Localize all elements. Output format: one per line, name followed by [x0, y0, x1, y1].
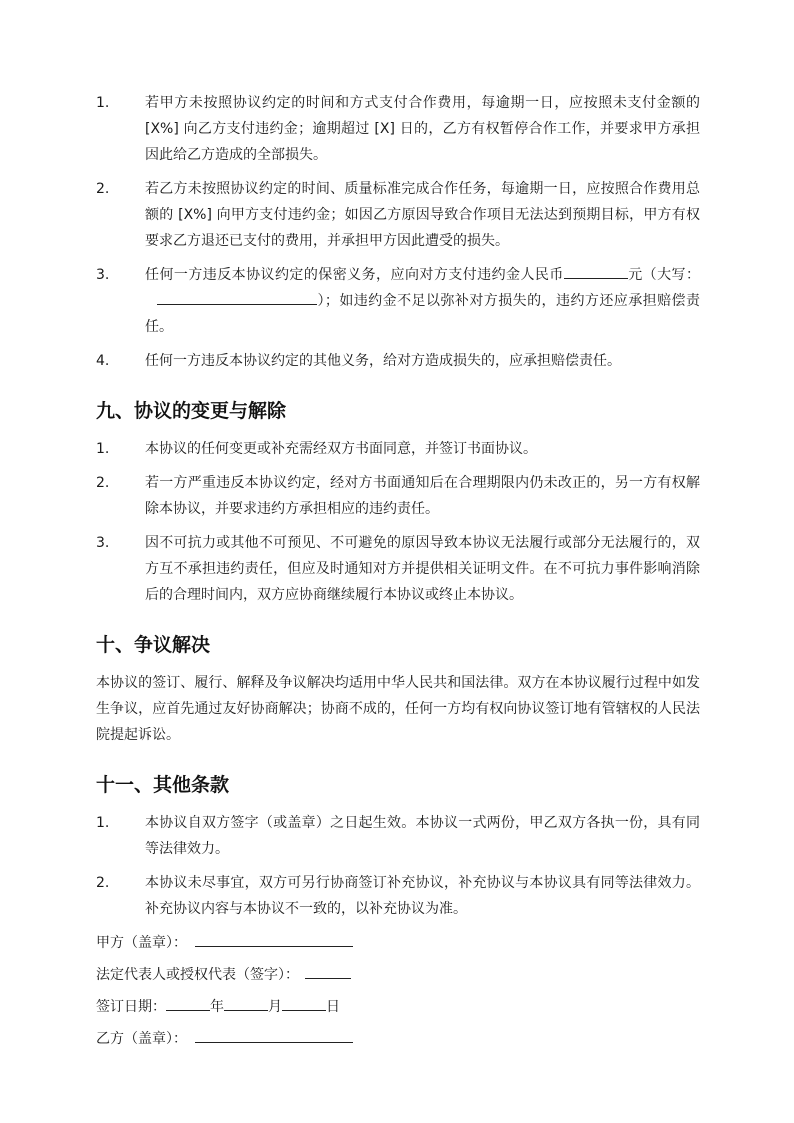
day-blank: [282, 994, 326, 1011]
item-number: 2.: [96, 475, 110, 491]
signature-block: [96, 930, 700, 1058]
month-blank: [224, 994, 268, 1011]
list-item: [96, 176, 700, 254]
item-text-part: 任何一方违反本协议约定的保密义务，应向对方支付违约金人民币: [145, 267, 564, 283]
list-item: [96, 436, 700, 462]
item-text: 若甲方未按照协议约定的时间和方式支付合作费用，每逾期一日，应按照未支付金额的 [X%] 向乙方支付违约金；逾期超过 [X] 日的，乙方有权暂停合作工作，并要求甲方承担因此给乙方造成的全部损失。: [145, 95, 700, 163]
other-terms-list: [96, 810, 700, 922]
day-label: 日: [326, 999, 340, 1015]
list-item: [96, 470, 700, 522]
party-b-label: 乙方（盖章）：: [96, 1031, 187, 1047]
year-blank: [166, 994, 210, 1011]
list-item: [96, 530, 700, 608]
item-text: 本协议自双方签字（或盖章）之日起生效。本协议一式两份，甲乙双方各执一份，具有同等法律效力。: [145, 815, 700, 857]
item-number: 1.: [96, 815, 110, 831]
item-number: 3.: [96, 267, 110, 283]
item-number: 4.: [96, 353, 110, 369]
item-text: 任何一方违反本协议约定的其他义务，给对方造成损失的，应承担赔偿责任。: [145, 353, 621, 369]
date-label: 签订日期：: [96, 999, 166, 1015]
list-item: [96, 262, 700, 340]
legal-rep-blank: [305, 962, 351, 979]
party-b-signature-row: [96, 1026, 700, 1058]
item-number: 3.: [96, 535, 110, 551]
item-text: 因不可抗力或其他不可预见、不可避免的原因导致本协议无法履行或部分无法履行的，双方互不承担违约责任，但应及时通知对方并提供相关证明文件。在不可抗力事件影响消除后的合理时间内，双方应协商继续履行本协议或终止本协议。: [145, 535, 700, 603]
document-page: [96, 90, 700, 1058]
party-a-blank: [195, 930, 353, 947]
amendment-clause-list: [96, 436, 700, 608]
party-a-label: 甲方（盖章）：: [96, 935, 187, 951]
list-item: [96, 348, 700, 374]
list-item: [96, 810, 700, 862]
item-text-part: 元（大写：: [627, 267, 701, 283]
party-a-signature-row: [96, 930, 700, 962]
item-number: 2.: [96, 181, 110, 197]
month-label: 月: [268, 999, 282, 1015]
item-text: 本协议的任何变更或补充需经双方书面同意，并签订书面协议。: [145, 441, 537, 457]
party-b-blank: [195, 1026, 353, 1043]
item-text: 若一方严重违反本协议约定，经对方书面通知后在合理期限内仍未改正的，另一方有权解除本协议，并要求违约方承担相应的违约责任。: [145, 475, 700, 517]
list-item: [96, 870, 700, 922]
legal-rep-label: 法定代表人或授权代表（签字）：: [96, 967, 299, 983]
item-number: 1.: [96, 441, 110, 457]
breach-clause-list: [96, 90, 700, 374]
section-heading: 十、争议解决: [96, 634, 211, 656]
section-heading: 九、协议的变更与解除: [96, 400, 287, 422]
item-text: [145, 262, 700, 340]
item-number: 2.: [96, 875, 110, 891]
date-row: [96, 994, 700, 1026]
amount-words-blank: [157, 288, 317, 305]
item-text: 若乙方未按照协议约定的时间、质量标准完成合作任务，每逾期一日，应按照合作费用总额的 [X%] 向甲方支付违约金；如因乙方原因导致合作项目无法达到预期目标，甲方有权要求乙方退还已支付的费用，并承担甲方因此遭受的损失。: [145, 181, 700, 249]
dispute-paragraph: 本协议的签订、履行、解释及争议解决均适用中华人民共和国法律。双方在本协议履行过程中如发生争议，应首先通过友好协商解决；协商不成的，任何一方均有权向协议签订地有管辖权的人民法院提起诉讼。: [96, 675, 700, 743]
year-label: 年: [210, 999, 224, 1015]
list-item: [96, 90, 700, 168]
item-text-part: ）；如违约金不足以弥补对方损失的，违约方还应承担赔偿责任。: [145, 293, 700, 335]
item-text: 本协议未尽事宜，双方可另行协商签订补充协议，补充协议与本协议具有同等法律效力。补充协议内容与本协议不一致的，以补充协议为准。: [145, 875, 700, 917]
amount-blank: [564, 262, 628, 279]
item-number: 1.: [96, 95, 110, 111]
section-heading: 十一、其他条款: [96, 774, 230, 796]
legal-rep-signature-row: [96, 962, 700, 994]
